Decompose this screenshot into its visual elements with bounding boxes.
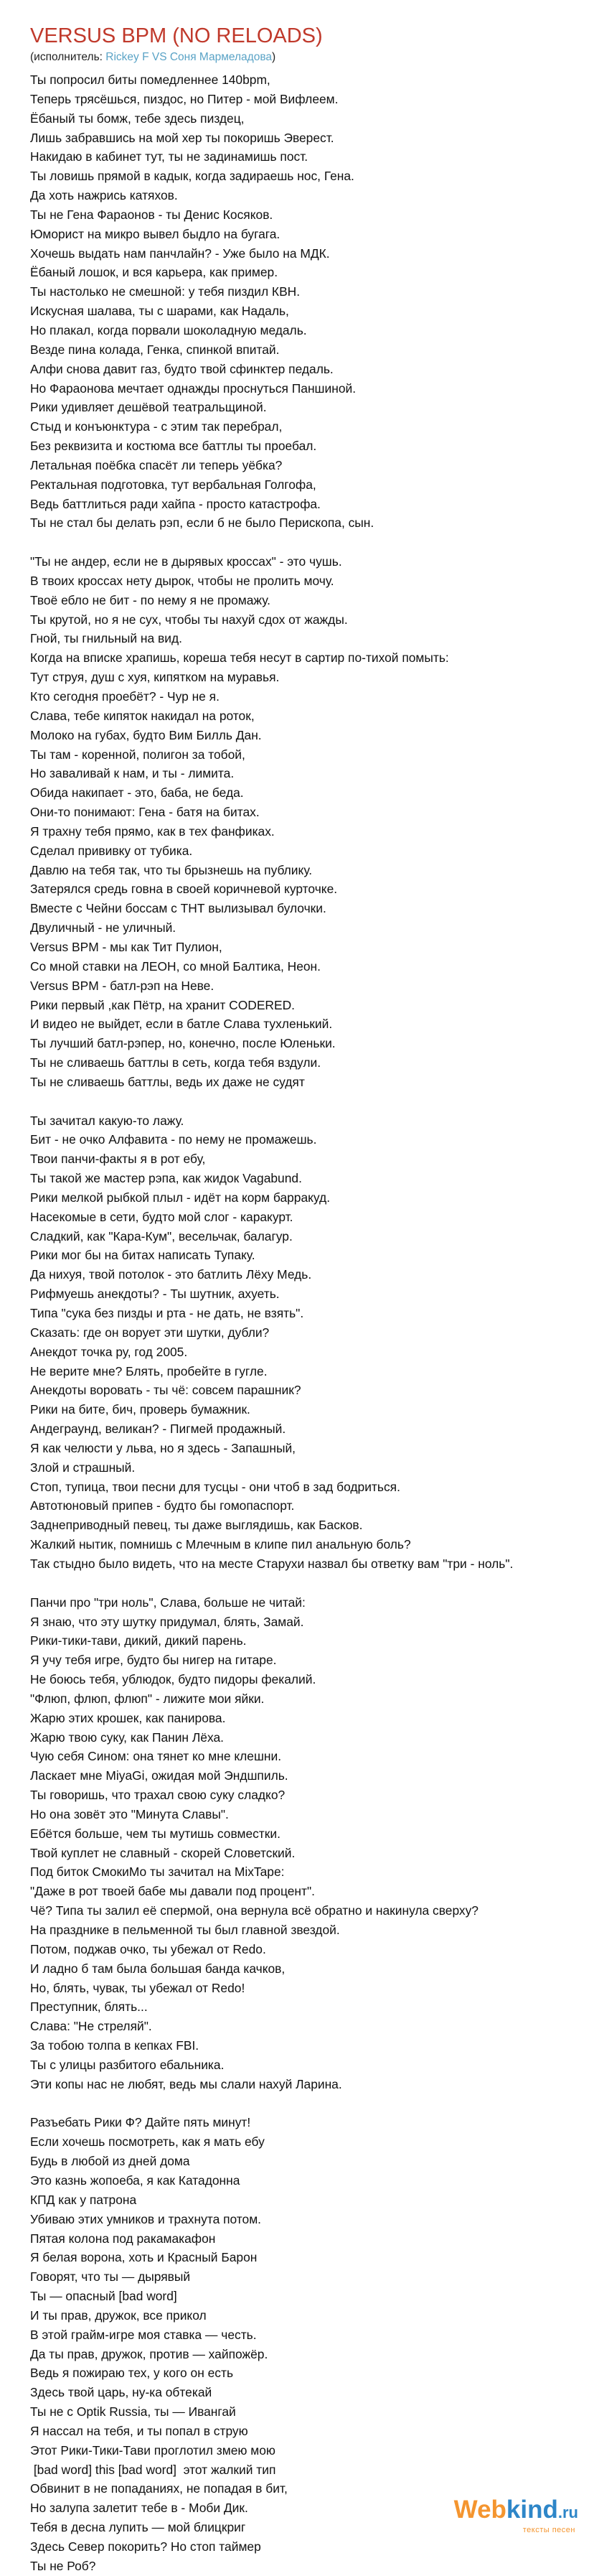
lyrics-line: Но Фараонова мечтает однажды проснуться Паншиной. bbox=[30, 381, 357, 396]
lyrics-line: Чё? Типа ты залил её спермой, она вернула всё обратно и накинула сверху? bbox=[30, 1903, 478, 1918]
lyrics-line: Я нассал на тебя, и ты попал в струю bbox=[30, 2423, 248, 2438]
lyrics-line: Я трахну тебя прямо, как в тех фанфиках. bbox=[30, 823, 275, 839]
lyrics-line: Типа "сука без пизды и рта - не дать, не взять". bbox=[30, 1306, 304, 1320]
lyrics-line: Да нихуя, твой потолок - это батлить Лёху Медь. bbox=[30, 1267, 312, 1282]
lyrics-line: Слава: "Не стреляй". bbox=[30, 2019, 152, 2034]
lyrics-line: Рики на бите, бич, проверь бумажник. bbox=[30, 1402, 250, 1417]
lyrics-line: Андеграунд, великан? - Пигмей продажный. bbox=[30, 1422, 286, 1437]
lyrics-line: "Даже в рот твоей бабе мы давали под процент". bbox=[30, 1884, 315, 1899]
lyrics-line: На празднике в пельменной ты был главной звездой. bbox=[30, 1923, 340, 1937]
lyrics-line: Но, блять, чувак, ты убежал от Redo! bbox=[30, 1980, 245, 1995]
lyrics-line: Этот Рики-Тики-Тави проглотил змею мою bbox=[30, 2442, 275, 2458]
lyrics-line: Теперь трясёшься, пиздос, но Питер - мой Вифлеем. bbox=[30, 91, 339, 106]
lyrics-line: Сказать: где он ворует эти шутки, дубли? bbox=[30, 1325, 270, 1340]
lyrics-line: Злой и страшный. bbox=[30, 1460, 136, 1475]
lyrics-line: Гной, ты гнильный на вид. bbox=[30, 631, 182, 646]
lyrics-line: Здесь Север покорить? Но стоп таймер bbox=[30, 2539, 261, 2554]
lyrics-line: Я белая ворона, хоть и Красный Барон bbox=[30, 2250, 258, 2265]
lyrics-line: Versus BPM - мы как Тит Пулион, bbox=[30, 939, 222, 954]
lyrics-line: Летальная поёбка спасёт ли теперь уёбка? bbox=[30, 457, 283, 472]
lyrics-line: Ты настолько не смешной: у тебя пиздил КВН. bbox=[30, 284, 301, 299]
lyrics-line: Я учу тебя игре, будто бы нигер на гитаре. bbox=[30, 1653, 277, 1668]
lyrics-line: Это казнь жопоеба, я как Катадонна bbox=[30, 2173, 240, 2188]
lyrics-line: Жарю твою суку, как Панин Лёха. bbox=[30, 1730, 224, 1745]
lyrics-line: Ты — опасный [bad word] bbox=[30, 2289, 177, 2304]
lyrics-line: Ты крутой, но я не сух, чтобы ты нахуй сдох от жажды. bbox=[30, 612, 348, 627]
lyrics-line: Здесь твой царь, ну-ка обтекай bbox=[30, 2385, 212, 2400]
lyrics-line: Эти копы нас не любят, ведь мы слали нахуй Ларина. bbox=[30, 2076, 342, 2091]
lyrics-line: Ласкает мне MiyaGi, ожидая мой Эндшпиль. bbox=[30, 1768, 288, 1783]
lyrics-line: Стоп, тупица, твои песни для тусцы - они чтоб в зад бодриться. bbox=[30, 1479, 400, 1494]
lyrics-line: Но она зовёт это "Минута Славы". bbox=[30, 1806, 229, 1821]
lyrics-line: Чую себя Сином: она тянет ко мне клешни. bbox=[30, 1749, 282, 1764]
lyrics-blank-line bbox=[30, 1092, 580, 1111]
lyrics-line: Бит - не очко Алфавита - по нему не промажешь. bbox=[30, 1132, 317, 1147]
lyrics-line: Ведь баттлиться ради хайпа - просто катастрофа. bbox=[30, 496, 321, 511]
lyrics-line: Убиваю этих умников и трахнута потом. bbox=[30, 2211, 262, 2226]
lyrics-line: Без реквизита и костюма все баттлы ты проебал. bbox=[30, 439, 317, 454]
lyrics-line: Жарю этих крошек, как панирова. bbox=[30, 1710, 226, 1725]
lyrics-line: Анекдот точка ру, год 2005. bbox=[30, 1344, 188, 1359]
lyrics-line: Не боюсь тебя, ублюдок, будто пидоры фекалий. bbox=[30, 1672, 316, 1687]
lyrics-line: КПД как у патрона bbox=[30, 2192, 137, 2207]
lyrics-text bbox=[30, 70, 580, 2576]
logo-part-kind: kind bbox=[506, 2496, 558, 2524]
lyrics-line: Ебётся больше, чем ты мутишь совместки. bbox=[30, 1826, 280, 1841]
lyrics-line: Твоё ебло не бит - по нему я не промажу. bbox=[30, 592, 271, 607]
lyrics-line: Разъебать Рики Ф? Дайте пять минут! bbox=[30, 2115, 251, 2130]
lyrics-line: Versus BPM - батл-рэп на Неве. bbox=[30, 978, 214, 993]
lyrics-line: Насекомые в сети, будто мой слог - каракурт. bbox=[30, 1209, 293, 1224]
lyrics-line: Пятая колона под ракамакафон bbox=[30, 2231, 216, 2246]
lyrics-line: За тобою толпа в кепках FBI. bbox=[30, 2038, 199, 2053]
lyrics-line: Рики удивляет дешёвой театральщиной. bbox=[30, 400, 267, 415]
lyrics-line: Ты не сливаешь баттлы, ведь их даже не судят bbox=[30, 1074, 305, 1089]
lyrics-line: Вместе с Чейни боссам с ТНТ вылизывал булочки. bbox=[30, 901, 326, 916]
lyrics-line: Ты зачитал какую-то лажу. bbox=[30, 1113, 184, 1128]
lyrics-line: Под биток СмокиМо ты зачитал на MixTape: bbox=[30, 1865, 285, 1880]
performer-prefix: (исполнитель: bbox=[30, 51, 106, 63]
lyrics-line: Юморист на микро вывел быдло на бугага. bbox=[30, 226, 280, 241]
lyrics-line: Тебя в десна лупить — мой блицкриг bbox=[30, 2520, 246, 2535]
lyrics-line: Ты с улицы разбитого ебальника. bbox=[30, 2057, 225, 2072]
lyrics-line: Панчи про "три ноль", Слава, больше не читай: bbox=[30, 1595, 306, 1610]
lyrics-line: Тут струя, душ с хуя, кипятком на муравья. bbox=[30, 670, 280, 685]
lyrics-line: Да ты прав, дружок, против — хайпожёр. bbox=[30, 2346, 268, 2361]
performer-link[interactable]: Rickey F VS Соня Мармеладова bbox=[105, 51, 273, 63]
lyrics-blank-line bbox=[30, 533, 580, 552]
lyrics-line: Со мной ставки на ЛЕОН, со мной Балтика, Неон. bbox=[30, 958, 321, 974]
lyrics-line: Но плакал, когда порвали шоколадную медаль. bbox=[30, 322, 307, 337]
lyrics-line: Обвинит в не попаданиях, не попадая в бит, bbox=[30, 2481, 288, 2496]
lyrics-line: Когда на вписке храпишь, кореша тебя несут в сартир по-тихой помыть: bbox=[30, 650, 449, 666]
lyrics-line: Искусная шалава, ты с шарами, как Надаль, bbox=[30, 304, 289, 319]
lyrics-line: Стыд и конъюнктура - с этим так перебрал, bbox=[30, 419, 283, 434]
performer-suffix: ) bbox=[272, 51, 276, 63]
lyrics-line: Твой куплет не славный - скорей Словетский. bbox=[30, 1845, 296, 1860]
lyrics-line: Затерялся средь говна в своей коричневой курточке. bbox=[30, 882, 338, 897]
lyrics-line: Ты говоришь, что трахал свою суку сладко? bbox=[30, 1788, 286, 1803]
lyrics-line: Но заваливай к нам, и ты - лимита. bbox=[30, 766, 235, 781]
lyrics-line: Ёбаный лошок, и вся карьера, как пример. bbox=[30, 265, 278, 280]
lyrics-line: Ёбаный ты бомж, тебе здесь пиздец, bbox=[30, 111, 245, 126]
lyrics-line: Анекдоты воровать - ты чё: совсем парашник? bbox=[30, 1383, 301, 1398]
lyrics-line: Накидаю в кабинет тут, ты не задинамишь пост. bbox=[30, 149, 308, 164]
lyrics-line: Ты не сливаешь баттлы в сеть, когда тебя вздули. bbox=[30, 1055, 321, 1070]
lyrics-line: Ты лучший батл-рэпер, но, конечно, после Юленьки. bbox=[30, 1036, 336, 1051]
lyrics-line: Кто сегодня проебёт? - Чур не я. bbox=[30, 689, 220, 704]
lyrics-line: Я как челюсти у льва, но я здесь - Запашный, bbox=[30, 1440, 296, 1455]
lyrics-line: Двуличный - не уличный. bbox=[30, 920, 176, 935]
lyrics-line: Но залупа залетит тебе в - Моби Дик. bbox=[30, 2501, 248, 2516]
lyrics-line: Ты не Гена Фараонов - ты Денис Косяков. bbox=[30, 207, 273, 222]
lyrics-line: Преступник, блять... bbox=[30, 1999, 148, 2015]
lyrics-line: Они-то понимают: Гена - батя на битах. bbox=[30, 805, 260, 820]
lyrics-line: Сделал прививку от тубика. bbox=[30, 843, 193, 858]
lyrics-line: [bad word] this [bad word] этот жалкий тип bbox=[30, 2462, 276, 2477]
lyrics-line: Ректальная подготовка, тут вербальная Голгофа, bbox=[30, 477, 316, 492]
lyrics-line: Ты не Роб? bbox=[30, 2558, 96, 2573]
lyrics-line: Ты попросил биты помедленнее 140bpm, bbox=[30, 73, 270, 87]
lyrics-line: Хочешь выдать нам панчлайн? - Уже было на МДК. bbox=[30, 246, 330, 261]
lyrics-line: Слава, тебе кипяток накидал на роток, bbox=[30, 708, 255, 723]
lyrics-line: Если хочешь посмотреть, как я мать ебу bbox=[30, 2134, 265, 2150]
lyrics-line: Сладкий, как "Кара-Кум", весельчак, балагур. bbox=[30, 1228, 293, 1243]
lyrics-blank-line bbox=[30, 2094, 580, 2114]
lyrics-line: Будь в любой из дней дома bbox=[30, 2154, 190, 2169]
lyrics-line: Везде пина колада, Генка, спинкой впитай. bbox=[30, 342, 280, 357]
lyrics-line: Заднеприводный певец, ты даже выглядишь, как Басков. bbox=[30, 1518, 363, 1533]
lyrics-line: И ладно б там была большая банда качков, bbox=[30, 1961, 286, 1976]
lyrics-line: Жалкий нытик, помнишь с Млечным в клипе пил анальную боль? bbox=[30, 1537, 411, 1552]
lyrics-line: "Флюп, флюп, флюп" - лижите мои яйки. bbox=[30, 1691, 265, 1706]
lyrics-line: И видео не выйдет, если в батле Слава тухленький. bbox=[30, 1017, 333, 1032]
song-title: VERSUS BPM (NO RELOADS) bbox=[30, 24, 323, 47]
site-tagline: тексты песен bbox=[522, 2526, 575, 2534]
lyrics-line: Рики мог бы на битах написать Тупаку. bbox=[30, 1248, 255, 1263]
lyrics-line: Твои панчи-факты я в рот ебу, bbox=[30, 1152, 206, 1167]
lyrics-line: Ты не стал бы делать рэп, если б не было Перископа, сын. bbox=[30, 515, 374, 531]
lyrics-line: Да хоть нажрись катяхов. bbox=[30, 188, 178, 203]
lyrics-line: Давлю на тебя так, что ты брызнешь на публику. bbox=[30, 862, 313, 877]
lyrics-line: Рики мелкой рыбкой плыл - идёт на корм барракуд. bbox=[30, 1190, 331, 1205]
lyrics-line: Не верите мне? Блять, пробейте в гугле. bbox=[30, 1363, 268, 1378]
lyrics-line: Ты такой же мастер рэпа, как жидок Vagabund. bbox=[30, 1171, 302, 1186]
lyrics-line: Я знаю, что эту шутку придумал, блять, Замай. bbox=[30, 1614, 304, 1629]
lyrics-line: Рики первый ,как Пётр, на хранит CODERED. bbox=[30, 997, 295, 1012]
lyrics-blank-line bbox=[30, 1574, 580, 1593]
lyrics-line: Лишь забравшись на мой хер ты покоришь Эверест. bbox=[30, 130, 334, 145]
lyrics-line: Потом, поджав очко, ты убежал от Redo. bbox=[30, 1941, 266, 1956]
lyrics-line: Рифмуешь анекдоты? - Ты шутник, ахуеть. bbox=[30, 1287, 280, 1302]
logo-part-web: Web bbox=[453, 2496, 506, 2524]
performer-line bbox=[30, 49, 580, 66]
lyrics-line: Ты ловишь прямой в кадык, когда задираешь нос, Гена. bbox=[30, 169, 354, 184]
lyrics-line: Ты там - коренной, полигон за тобой, bbox=[30, 747, 245, 762]
lyrics-line: Так стыдно было видеть, что на месте Старухи назвал бы ответку вам "три - ноль". bbox=[30, 1556, 514, 1571]
lyrics-line: Автотюновый припев - будто бы гомопаспорт. bbox=[30, 1498, 295, 1513]
lyrics-line: Молоко на губах, будто Вим Билль Дан. bbox=[30, 727, 262, 742]
logo-part-domain: .ru bbox=[557, 2503, 578, 2521]
site-logo[interactable] bbox=[442, 2497, 578, 2533]
lyrics-line: Ты не с Optik Russia, ты — Ивангай bbox=[30, 2404, 236, 2419]
lyrics-line: Обида накипает - это, баба, не беда. bbox=[30, 785, 244, 801]
site-logo-wordmark bbox=[442, 2497, 578, 2526]
lyrics-line: В этой грайм-игре моя ставка — честь. bbox=[30, 2327, 257, 2342]
lyrics-line: В твоих кроссах нету дырок, чтобы не пролить мочу. bbox=[30, 573, 334, 588]
lyrics-line: Алфи снова давит газ, будто твой сфинктер педаль. bbox=[30, 361, 334, 376]
lyrics-line: "Ты не андер, если не в дырявых кроссах" - это чушь. bbox=[30, 554, 342, 569]
lyrics-line: Рики-тики-тави, дикий, дикий парень. bbox=[30, 1633, 247, 1648]
lyrics-line: Ведь я пожираю тех, у кого он есть bbox=[30, 2366, 234, 2381]
lyrics-line: Говорят, что ты — дырявый bbox=[30, 2269, 191, 2285]
lyrics-line: И ты прав, дружок, все прикол bbox=[30, 2307, 207, 2323]
